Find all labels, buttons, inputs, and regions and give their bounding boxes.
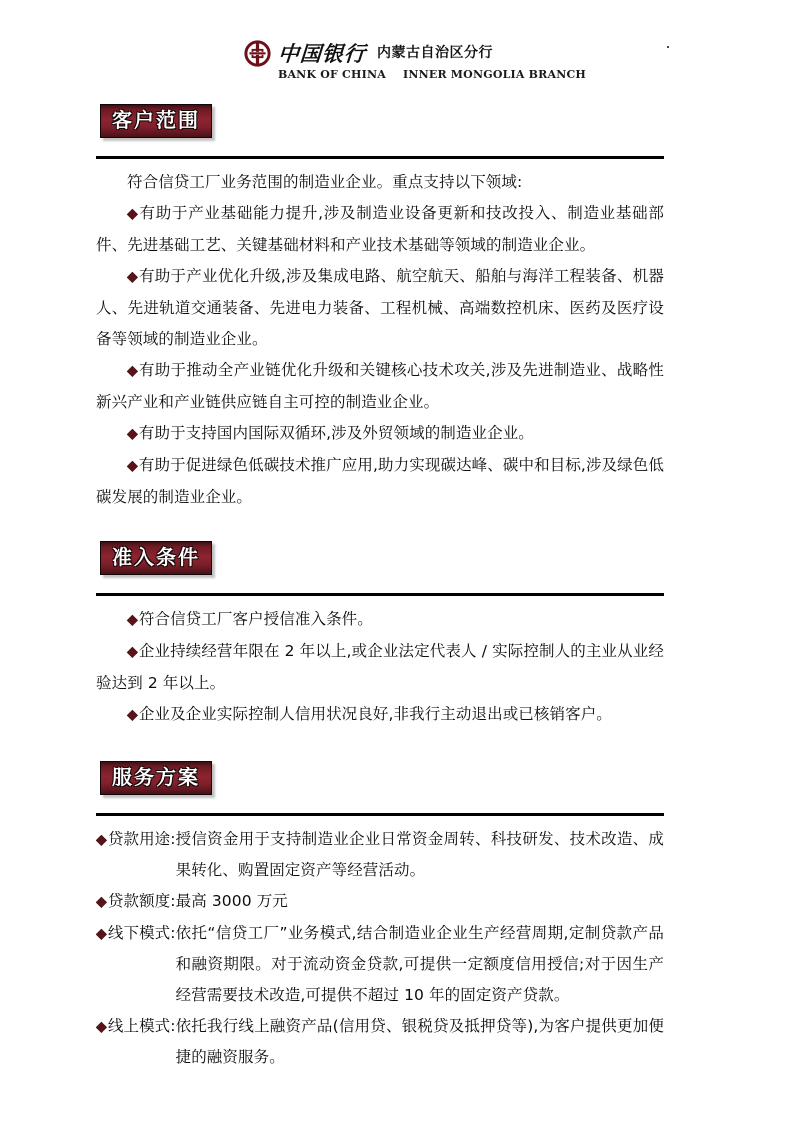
paragraph-text: 符合信贷工厂业务范围的制造业企业。重点支持以下领域:	[127, 173, 523, 191]
diamond-bullet-icon: ◆	[96, 894, 107, 910]
item-label-text: 线下模式:	[107, 924, 176, 942]
section-title-badge	[100, 104, 212, 138]
paragraph-text: 符合信贷工厂客户授信准入条件。	[138, 610, 373, 628]
section-title: 准入条件	[112, 545, 200, 569]
document-content	[96, 104, 664, 1073]
paragraph	[96, 261, 664, 355]
paragraph	[96, 418, 664, 450]
paragraph	[96, 636, 664, 699]
paragraph-text: 有助于推动全产业链优化升级和关键核心技术攻关,涉及先进制造业、战略性新兴产业和产业链供应链自主可控的制造业企业。	[96, 361, 664, 411]
paragraph	[96, 355, 664, 418]
diamond-bullet-icon: ◆	[127, 206, 139, 222]
section-body	[96, 159, 664, 513]
diamond-bullet-icon: ◆	[96, 832, 107, 848]
list-item	[96, 824, 664, 886]
diamond-bullet-icon: ◆	[127, 363, 139, 379]
item-value: 依托我行线上融资产品(信用贷、银税贷及抵押贷等),为客户提供更加便捷的融资服务。	[175, 1017, 664, 1066]
item-value: 最高 3000 万元	[175, 892, 288, 910]
paragraph	[96, 604, 664, 636]
section-body	[96, 596, 664, 731]
logo-primary-row	[244, 40, 493, 66]
paragraph	[96, 167, 664, 198]
item-label	[96, 886, 176, 918]
section-entry-conditions	[96, 541, 664, 731]
diamond-bullet-icon: ◆	[127, 269, 139, 285]
diamond-bullet-icon: ◆	[127, 707, 138, 723]
branch-name-en: INNER MONGOLIA BRANCH	[403, 68, 587, 81]
diamond-bullet-icon: ◆	[127, 458, 138, 474]
item-label	[96, 918, 176, 950]
branch-name-cn: 内蒙古自治区分行	[376, 45, 493, 61]
item-value: 依托“信贷工厂”业务模式,结合制造业企业生产经营周期,定制贷款产品和融资期限。对于流动资金贷款,可提供一定额度信用授信;对于因生产经营需要技术改造,可提供不超过 10 年的固定资产贷款。	[175, 924, 664, 1004]
paragraph	[96, 450, 664, 513]
section-title: 客户范围	[112, 108, 200, 132]
diamond-bullet-icon: ◆	[127, 612, 138, 628]
header-registration-dot	[667, 46, 669, 48]
paragraph-text: 有助于促进绿色低碳技术推广应用,助力实现碳达峰、碳中和目标,涉及绿色低碳发展的制造业企业。	[96, 456, 664, 506]
section-service-plan	[96, 761, 664, 1073]
section-title-badge	[100, 541, 212, 575]
bank-of-china-emblem-icon	[244, 40, 271, 67]
list-item	[96, 1011, 664, 1073]
list-item	[96, 918, 664, 1011]
item-label-text: 贷款额度:	[107, 892, 176, 910]
diamond-bullet-icon: ◆	[96, 1019, 107, 1035]
section-spacer	[96, 513, 664, 541]
paragraph-text: 有助于支持国内国际双循环,涉及外贸领域的制造业企业。	[138, 424, 534, 442]
item-label	[96, 824, 176, 856]
page-header	[0, 40, 800, 90]
diamond-bullet-icon: ◆	[127, 426, 138, 442]
item-label-text: 贷款用途:	[107, 830, 176, 848]
paragraph-text: 有助于产业基础能力提升,涉及制造业设备更新和技改投入、制造业基础部件、先进基础工艺、关键基础材料和产业技术基础等领域的制造业企业。	[96, 204, 664, 254]
brand-name-en: BANK OF CHINA	[277, 68, 386, 81]
section-title-badge	[100, 761, 212, 795]
section-body	[96, 816, 664, 1073]
item-value: 授信资金用于支持制造业企业日常资金周转、科技研发、技术改造、成果转化、购置固定资产等经营活动。	[175, 830, 664, 879]
list-item	[96, 886, 664, 918]
section-title: 服务方案	[112, 765, 200, 789]
item-label	[96, 1011, 176, 1043]
diamond-bullet-icon: ◆	[127, 644, 138, 660]
paragraph-text: 企业及企业实际控制人信用状况良好,非我行主动退出或已核销客户。	[138, 705, 612, 723]
section-customer-scope	[96, 104, 664, 513]
diamond-bullet-icon: ◆	[96, 926, 107, 942]
paragraph	[96, 699, 664, 731]
brand-name-cn: 中国银行	[277, 40, 367, 66]
paragraph-text: 有助于产业优化升级,涉及集成电路、航空航天、船舶与海洋工程装备、机器人、先进轨道交通装备、先进电力装备、工程机械、高端数控机床、医药及医疗设备等领域的制造业企业。	[96, 267, 664, 348]
paragraph	[96, 198, 664, 261]
logo-english-row	[278, 68, 586, 81]
paragraph-text: 企业持续经营年限在 2 年以上,或企业法定代表人 / 实际控制人的主业从业经验达到 2 年以上。	[96, 642, 664, 692]
section-spacer	[96, 731, 664, 761]
bank-logo	[244, 40, 586, 81]
item-label-text: 线上模式:	[107, 1017, 176, 1035]
